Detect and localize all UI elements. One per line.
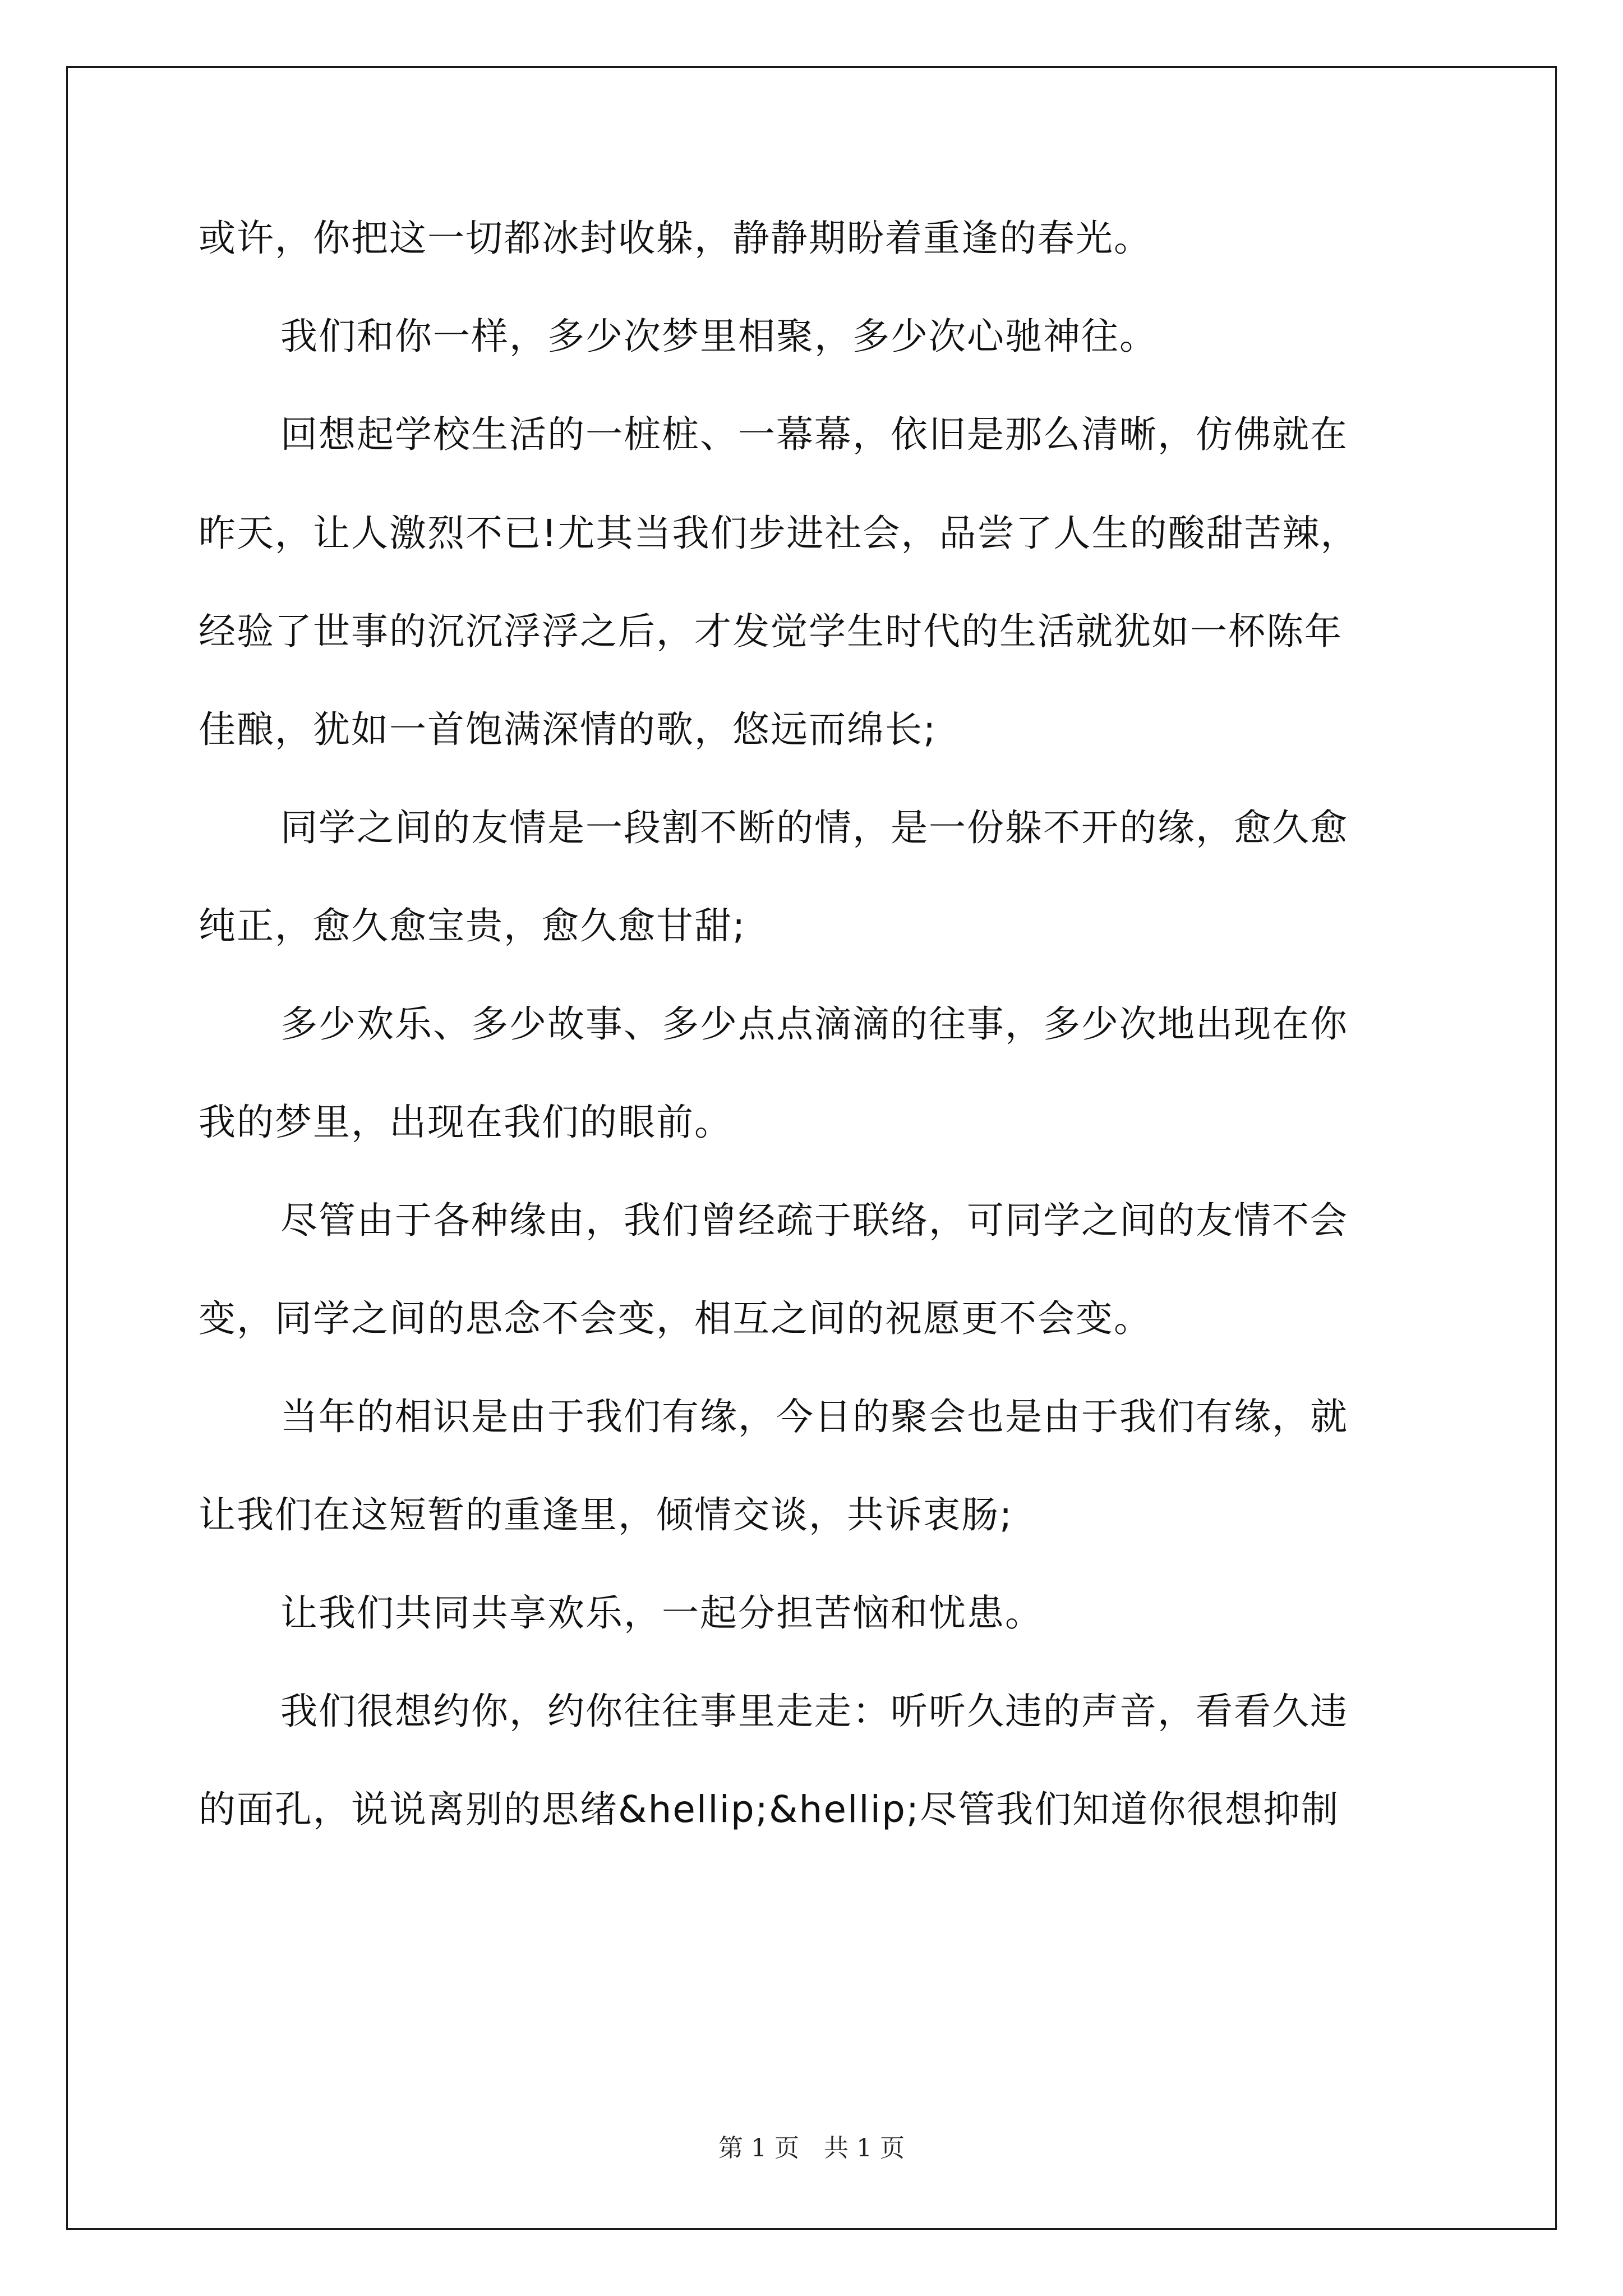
- text-line: 我的梦里，出现在我们的眼前。: [199, 1101, 732, 1144]
- text-line: 尽管由于各种缘由，我们曾经疏于联络，可同学之间的友情不会: [280, 1199, 1348, 1242]
- text-line: 同学之间的友情是一段割不断的情，是一份躲不开的缘，愈久愈: [280, 806, 1348, 849]
- text-line: 多少欢乐、多少故事、多少点点滴滴的往事，多少次地出现在你: [280, 1002, 1348, 1046]
- page-footer: 第 1 页 共 1 页: [718, 2134, 905, 2162]
- text-line: 经验了世事的沉沉浮浮之后，才发觉学生时代的生活就犹如一杯陈年: [199, 610, 1343, 653]
- text-line: 纯正，愈久愈宝贵，愈久愈甘甜;: [199, 904, 746, 947]
- text-line: 的面孔，说说离别的思绪&hellip;&hellip;尽管我们知道你很想抑制: [199, 1788, 1340, 1831]
- text-line: 让我们共同共享欢乐，一起分担苦恼和忧患。: [280, 1591, 1043, 1635]
- text-line: 我们很想约你，约你往往事里走走：听听久违的声音，看看久违: [280, 1690, 1348, 1733]
- text-line: 变，同学之间的思念不会变，相互之间的祝愿更不会变。: [199, 1297, 1152, 1340]
- text-line: 佳酿，犹如一首饱满深情的歌，悠远而绵长;: [199, 708, 937, 751]
- text-line: 我们和你一样，多少次梦里相聚，多少次心驰神往。: [280, 315, 1158, 358]
- text-line: 当年的相识是由于我们有缘，今日的聚会也是由于我们有缘，就: [280, 1395, 1348, 1438]
- text-line: 昨天，让人激烈不已!尤其当我们步进社会，品尝了人生的酸甜苦辣，: [199, 512, 1359, 555]
- text-line: 回想起学校生活的一桩桩、一幕幕，依旧是那么清晰，仿佛就在: [280, 413, 1348, 456]
- text-line: 让我们在这短暂的重逢里，倾情交谈，共诉衷肠;: [199, 1493, 1013, 1536]
- text-line: 或许，你把这一切都冰封收躲，静静期盼着重逢的春光。: [199, 217, 1152, 260]
